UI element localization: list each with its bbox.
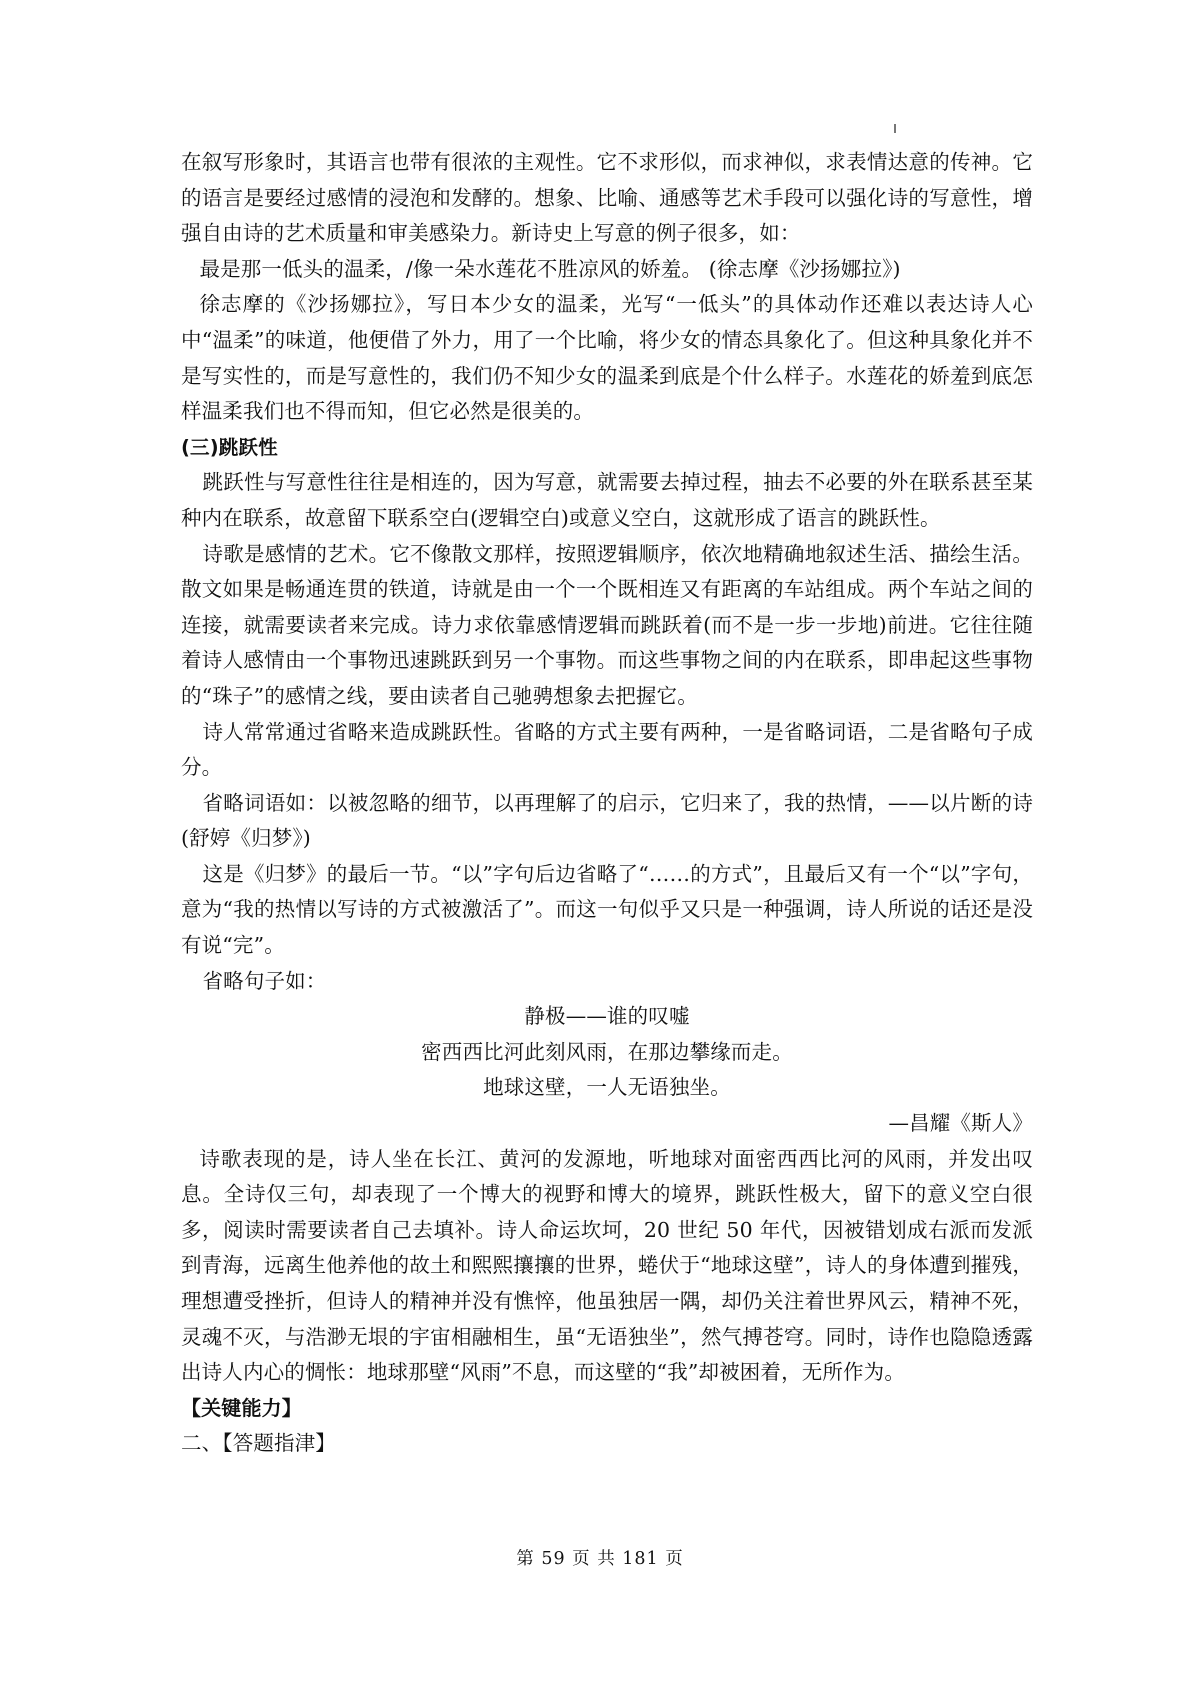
- corner-mark: [894, 124, 896, 133]
- paragraph: 跳跃性与写意性往往是相连的，因为写意，就需要去掉过程，抽去不必要的外在联系甚至某种内在联系，故意留下联系空白(逻辑空白)或意义空白，这就形成了语言的跳跃性。: [181, 470, 1033, 530]
- paragraph: 在叙写形象时，其语言也带有很浓的主观性。它不求形似，而求神似，求表情达意的传神。它的语言是要经过感情的浸泡和发酵的。想象、比喻、通感等艺术手段可以强化诗的写意性，增强自由诗的艺术质量和审美感染力。新诗史上写意的例子很多，如：: [181, 150, 1033, 246]
- paragraph: 诗人常常通过省略来造成跳跃性。省略的方式主要有两种，一是省略词语，二是省略句子成分。: [181, 719, 1033, 780]
- poem-line: 静极——谁的叹嘘: [524, 1004, 690, 1029]
- quote-line: 最是那一低头的温柔，/像一朵水莲花不胜凉风的娇羞。 (徐志摩《沙扬娜拉》): [199, 256, 901, 281]
- paragraph: 这是《归梦》的最后一节。“以”字句后边省略了“……的方式”，且最后又有一个“以”字句，意为“我的热情以写诗的方式被激活了”。而这一句似乎又只是一种强调，诗人所说的话还是没有说“完”。: [181, 861, 1033, 958]
- page-number: 第 59 页 共 181 页: [516, 1549, 684, 1569]
- poem-line: 地球这壁，一人无语独坐。: [483, 1075, 731, 1100]
- section-heading: (三)跳跃性: [181, 435, 278, 459]
- paragraph: 诗歌表现的是，诗人坐在长江、黄河的发源地，听地球对面密西西比河的风雨，并发出叹息。全诗仅三句，却表现了一个博大的视野和博大的境界，跳跃性极大，留下的意义空白很多，阅读时需要读者自己去填补。诗人命运坎坷，20 世纪 50 年代，因被错划成右派而发派到青海，远离生他养他的故土和熙熙攘攘的世界，蜷伏于“地球这壁”，诗人的身体遭到摧残，理想遭受挫折，但诗人的精神并没有憔悴，他虽独居一隅，却仍关注着世界风云，精神不死，灵魂不灭，与浩渺无垠的宇宙相融相生，虽“无语独坐”，然气搏苍穹。同时，诗作也隐隐透露出诗人内心的惆怅：地球那壁“风雨”不息，而这壁的“我”却被困着，无所作为。: [181, 1146, 1033, 1385]
- paragraph: 省略句子如：: [202, 968, 327, 993]
- body-text: [181, 145, 1033, 1462]
- answer-guide-heading: 二、【答题指津】: [181, 1431, 336, 1456]
- paragraph: 徐志摩的《沙扬娜拉》，写日本少女的温柔，光写“一低头”的具体动作还难以表达诗人心中“温柔”的味道，他便借了外力，用了一个比喻，将少女的情态具象化了。但这种具象化并不是写实性的，而是写意性的，我们仍不知少女的温柔到底是个什么样子。水莲花的娇羞到底怎样温柔我们也不得而知，但它必然是很美的。: [181, 292, 1033, 424]
- poem-attribution: —昌耀《斯人》: [888, 1111, 1033, 1136]
- key-ability-heading: 【关键能力】: [181, 1395, 302, 1420]
- paragraph: 省略词语如：以被忽略的细节，以再理解了的启示，它归来了，我的热情，——以片断的诗(舒婷《归梦》): [181, 790, 1033, 851]
- page-footer: [0, 1545, 1200, 1570]
- paragraph: 诗歌是感情的艺术。它不像散文那样，按照逻辑顺序，依次地精确地叙述生活、描绘生活。散文如果是畅通连贯的铁道，诗就是由一个一个既相连又有距离的车站组成。两个车站之间的连接，就需要读者来完成。诗力求依靠感情逻辑而跳跃着(而不是一步一步地)前进。它往往随着诗人感情由一个事物迅速跳跃到另一个事物。而这些事物之间的内在联系，即串起这些事物的“珠子”的感情之线，要由读者自己驰骋想象去把握它。: [181, 541, 1033, 708]
- poem-line: 密西西比河此刻风雨，在那边攀缘而走。: [421, 1039, 793, 1064]
